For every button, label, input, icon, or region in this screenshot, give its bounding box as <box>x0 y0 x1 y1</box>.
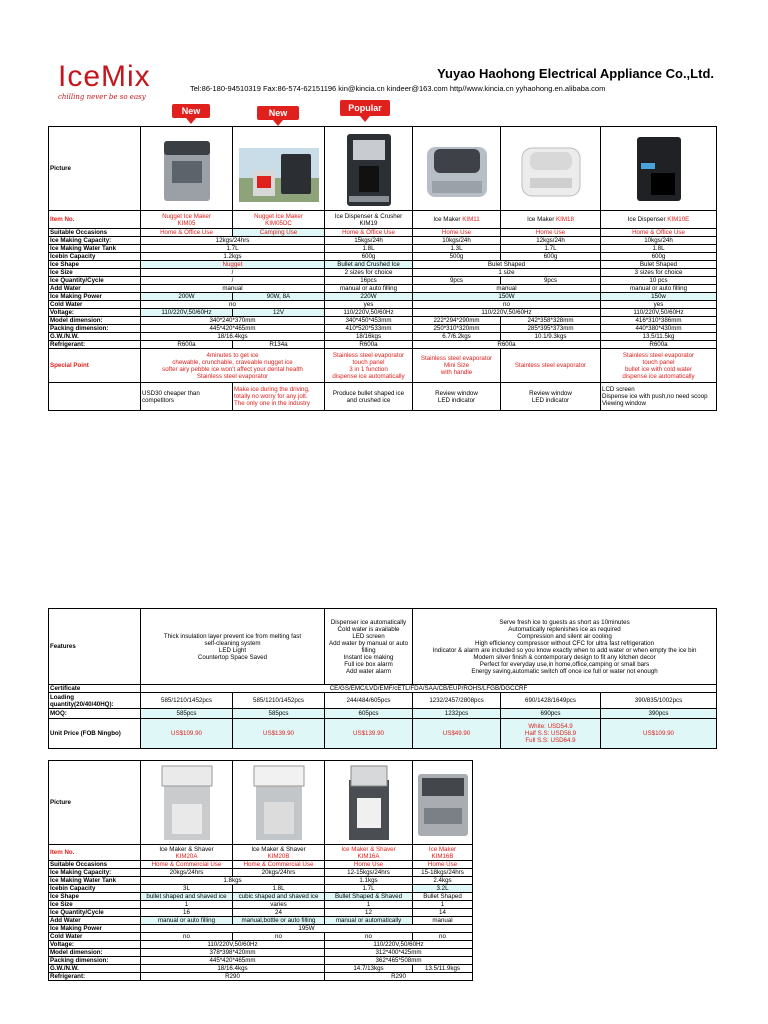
item-model: KIM10E <box>667 216 690 223</box>
occasion-cell: Home Use <box>413 229 501 237</box>
spec-table-1 <box>48 126 717 411</box>
spec-cell: 110/220V,50/60Hz <box>601 309 717 317</box>
special-line: softer airy pebble ice won't affect your dental health <box>162 365 303 373</box>
row-label: G.W./N.W. <box>49 965 141 973</box>
feature-line: Countertop Space Saved <box>197 653 268 661</box>
item-model: KIM16A <box>357 852 380 860</box>
occasion-cell: Home Use <box>325 861 413 869</box>
note-cell <box>233 383 325 411</box>
spec-cell: 150w <box>601 293 717 301</box>
row-label: Cold Water <box>49 933 141 941</box>
row-label: Ice Making Power <box>49 925 141 933</box>
feature-line: High efficiency compressor without CFC for ultra fast refrigeration <box>474 639 655 647</box>
spec-cell: 15kgs/24h <box>325 237 413 245</box>
loading-cell: 390/835/1002pcs <box>601 693 717 709</box>
note-line: Review window <box>435 389 478 397</box>
feature-line: Add water by manual or auto <box>328 639 409 647</box>
spec-cell: cubic shaped and shaved ice <box>233 893 325 901</box>
spec-cell: Bulet Shaped <box>413 261 601 269</box>
special-line: Stainless steel evaporator <box>420 355 493 362</box>
spec-cell: 195W <box>141 925 473 933</box>
feature-line: Perfect for everyday use,in home,office,camping or small bars <box>479 660 650 668</box>
row-label: Unit Price (FOB Ningbo) <box>49 719 141 749</box>
spec-cell: 410*520*533mm <box>325 325 413 333</box>
moq-cell: 690pcs <box>501 709 601 719</box>
row-label: Ice Making Power <box>49 293 141 301</box>
item-model: KIM18 <box>556 216 574 223</box>
spec-cell: 20kgs/24hrs <box>141 869 233 877</box>
spec-cell: 1.3L <box>413 245 501 253</box>
spec-cell: 1 size <box>413 269 601 277</box>
special-line: 4minutes to get ice <box>206 351 259 359</box>
spec-cell: Bullet Shaped <box>413 893 473 901</box>
loading-cell: 585/1210/1452pcs <box>233 693 325 709</box>
spec-cell: 220W <box>325 293 413 301</box>
special-line: Stainless steel evaporator <box>622 351 695 359</box>
logo-tagline: chilling never be so easy <box>58 93 146 101</box>
spec-cell: 12kgs/24h <box>501 237 601 245</box>
spec-cell: 440*380*430mm <box>601 325 717 333</box>
row-label: Voltage: <box>49 941 141 949</box>
feature-line: Dispenser ice automatically <box>330 618 407 626</box>
spec-cell: 378*398*420mm <box>141 949 325 957</box>
row-label: Ice Making Water Tank <box>49 245 141 253</box>
spec-cell: manual,bottle or auto filling <box>233 917 325 925</box>
price-cell: US$139.90 <box>325 719 413 749</box>
spec-cell: 250*310*320mm <box>413 325 501 333</box>
spec-cell: 2.4kgs <box>413 877 473 885</box>
special-line: touch panel <box>352 358 385 366</box>
row-label: Packing dimension: <box>49 957 141 965</box>
spec-cell: 1.8L <box>601 245 717 253</box>
loading-cell: 690/1428/1649pcs <box>501 693 601 709</box>
spec-cell: 1 <box>325 901 413 909</box>
item-cell <box>413 845 473 861</box>
item-cell <box>141 211 233 229</box>
product-image-kim16b <box>413 761 473 845</box>
row-label: Special Point <box>49 349 141 383</box>
occasion-cell: Home Use <box>501 229 601 237</box>
spec-cell: Bulet Shaped <box>601 261 717 269</box>
spec-cell: 340*240*370mm <box>141 317 325 325</box>
special-line: dispense ice automatically <box>332 372 405 380</box>
features-cell <box>141 609 325 685</box>
feature-line: Instant ice making <box>343 653 394 661</box>
feature-line: LED screen <box>352 632 385 640</box>
row-label: Ice Shape <box>49 893 141 901</box>
price-cell: US$139.90 <box>233 719 325 749</box>
spec-cell: 600g <box>325 253 413 261</box>
spec-cell: manual <box>141 285 325 293</box>
special-line: bullet ice with cold water <box>624 365 693 373</box>
new-badge: New <box>172 104 210 118</box>
spec-cell: 340*450*453mm <box>325 317 413 325</box>
spec-cell: 600g <box>501 253 601 261</box>
special-cell <box>601 349 717 383</box>
feature-line: Modern silver finish & contemporary design to fit any kitchen decor <box>473 653 656 661</box>
note-line: totally no worry for any jolt. <box>234 393 308 400</box>
row-label: Cold Water <box>49 301 141 309</box>
certificate-cell: CE/GS/EMC/LVD/EMF/cETL/FDA/SAA/CB/EUP/ROHS/LFGB/DGCCRF <box>141 685 717 693</box>
spec-cell: / <box>141 277 325 285</box>
row-label: Item No. <box>49 845 141 861</box>
price-line: Full S.S: USD64.9 <box>525 737 576 744</box>
occasion-cell: Home & Office Use <box>601 229 717 237</box>
spec-cell: yes <box>601 301 717 309</box>
spec-cell: R290 <box>325 973 473 981</box>
note-line: LED indicator <box>437 396 476 404</box>
price-cell: US$49.90 <box>413 719 501 749</box>
special-line: Stainless steel evaporator <box>332 351 405 359</box>
spec-cell: 10kgs/24h <box>413 237 501 245</box>
item-cell <box>601 211 717 229</box>
row-label: Ice Size <box>49 269 141 277</box>
note-line: and crushed ice <box>346 396 391 404</box>
spec-cell: 312*400*425mm <box>325 949 473 957</box>
spec-cell: manual or automatically <box>325 917 413 925</box>
item-name: Ice Dispenser & Crusher <box>334 212 403 220</box>
spec-cell: 1.8L <box>233 885 325 893</box>
spec-cell: 1 <box>413 901 473 909</box>
spec-cell: 110/220V,50/60Hz <box>325 309 413 317</box>
price-cell: US$109.90 <box>141 719 233 749</box>
item-name: Ice Maker <box>527 216 555 223</box>
spec-cell: 3 sizes for choice <box>601 269 717 277</box>
spec-cell: 15-18kgs/24hrs <box>413 869 473 877</box>
price-line: Half S.S: USD58.9 <box>524 730 577 737</box>
spec-cell: manual or auto filling <box>141 917 233 925</box>
spec-cell: 18/16.4kgs <box>141 965 325 973</box>
product-image-kim20a <box>141 761 233 845</box>
spec-cell: Bullet Shaped & Shaved <box>325 893 413 901</box>
note-line: Make ice during the driving, <box>234 386 310 393</box>
occasion-cell: Camping Use <box>233 229 325 237</box>
note-line: LED indicator <box>531 396 570 404</box>
occasion-cell: Home & Commercial Use <box>141 861 233 869</box>
spec-cell: 285*395*373mm <box>501 325 601 333</box>
spec-cell: R134a <box>233 341 325 349</box>
company-name: Yuyao Haohong Electrical Appliance Co.,Ltd. <box>437 66 714 81</box>
spec-cell: 362*465*508mm <box>325 957 473 965</box>
feature-line: filling <box>361 646 376 654</box>
row-label: Icebin Capacity <box>49 885 141 893</box>
spec-cell: 6.7/6.2kgs <box>413 333 501 341</box>
row-label: MOQ: <box>49 709 141 719</box>
row-label: Icebin Capacity <box>49 253 141 261</box>
loading-cell: 585/1210/1452pcs <box>141 693 233 709</box>
feature-line: Indicator & alarm are included so you know exactly when to add water or when empty the ice bin <box>432 646 697 654</box>
row-label: Add Water <box>49 917 141 925</box>
spec-cell: manual or auto filling <box>601 285 717 293</box>
spec-cell: 16 <box>141 909 233 917</box>
item-cell <box>325 211 413 229</box>
note-cell <box>501 383 601 411</box>
spec-cell: yes <box>325 301 413 309</box>
spec-cell: 110/220V,50/60Hz <box>325 941 473 949</box>
spec-cell: 600g <box>601 253 717 261</box>
item-model: KIM20B <box>267 852 290 860</box>
item-name: Ice Dispenser <box>627 216 666 223</box>
feature-line: Automatically replenishes ice as required <box>508 625 621 633</box>
row-label: Model dimension: <box>49 317 141 325</box>
spec-cell: 2 sizes for choice <box>325 269 413 277</box>
spec-cell: 12kgs/24hrs <box>141 237 325 245</box>
feature-line: Full ice box alarm <box>344 660 393 668</box>
item-cell <box>233 845 325 861</box>
popular-badge: Popular <box>340 100 390 116</box>
spec-cell: varies <box>233 901 325 909</box>
row-label: Ice Shape <box>49 261 141 269</box>
spec-cell: 12V <box>233 309 325 317</box>
spec-cell: 9pcs <box>501 277 601 285</box>
spec-cell: R600a <box>413 341 601 349</box>
spec-cell: 90W, 8A <box>233 293 325 301</box>
note-cell <box>413 383 501 411</box>
row-label: Refrigerant: <box>49 341 141 349</box>
spec-cell: no <box>141 933 233 941</box>
spec-cell: 20kgs/24hrs <box>233 869 325 877</box>
spec-cell: 14 <box>413 909 473 917</box>
row-label: Features <box>49 609 141 685</box>
note-line: Review window <box>529 389 572 397</box>
feature-line: Energy saving,automatic switch off once ice full or water not enough <box>471 667 658 675</box>
item-model: KIM20A <box>175 852 198 860</box>
product-image-kim20b <box>233 761 325 845</box>
spec-cell: 416*310*386mm <box>601 317 717 325</box>
item-model: KIM19 <box>359 219 378 227</box>
special-line: Stainless steel evaporator <box>196 372 269 380</box>
moq-cell: 1232pcs <box>413 709 501 719</box>
note-line: Viewing window <box>602 400 646 407</box>
spec-cell: 500g <box>413 253 501 261</box>
spec-cell: bullet shaped and shaved ice <box>141 893 233 901</box>
special-cell <box>501 349 601 383</box>
item-cell <box>413 211 501 229</box>
spec-cell: 110/220V,50/60Hz <box>413 309 601 317</box>
feature-line: Compression and silent air cooling <box>517 632 612 640</box>
price-line: White: USD54.9 <box>528 723 573 730</box>
spec-cell: 1.7L <box>325 885 413 893</box>
spec-cell: 110/220V,50/60Hz <box>141 941 325 949</box>
spec-cell: 10 pcs <box>601 277 717 285</box>
item-name: Ice Maker & Shaver <box>251 845 306 853</box>
feature-line: Add water alarm <box>345 667 392 675</box>
price-cell <box>501 719 601 749</box>
note-line: Produce bullet shaped ice <box>332 389 405 397</box>
loading-cell: 1232/2457/2808pcs <box>413 693 501 709</box>
spec-cell: 10kgs/24h <box>601 237 717 245</box>
spec-cell: 1.8kgs <box>141 877 325 885</box>
spec-cell: manual <box>413 285 601 293</box>
item-name: Ice Maker <box>428 845 457 853</box>
features-cell <box>325 609 413 685</box>
moq-cell: 585pcs <box>141 709 233 719</box>
spec-cell: 150W <box>413 293 601 301</box>
contact-line: Tel:86-180-94510319 Fax:86-574-62151196 kin@kincia.cn kindeer@163.com http//www.kincia.cn yyhaohong.en.alibaba.com <box>190 84 606 93</box>
spec-cell: Bullet and Crushed Ice <box>325 261 413 269</box>
special-cell <box>325 349 413 383</box>
price-cell: US$109.90 <box>601 719 717 749</box>
note-line: competitors <box>142 396 174 404</box>
special-line: Stainless steel evaporator <box>514 362 587 369</box>
note-cell <box>141 383 233 411</box>
row-label: Refrigerant: <box>49 973 141 981</box>
spec-cell: 1.1kgs <box>325 877 413 885</box>
item-model: KIM05 <box>177 219 196 227</box>
special-line: touch panel <box>642 358 675 366</box>
moq-cell: 605pcs <box>325 709 413 719</box>
feature-line: Thick insulation layer prevent ice from melting fast <box>163 632 302 640</box>
spec-cell: manual or auto filling <box>325 285 413 293</box>
spec-cell: 14.7/13kgs <box>325 965 413 973</box>
feature-line: LED Light <box>218 646 247 654</box>
spec-cell: 1.7L <box>141 245 325 253</box>
item-cell <box>233 211 325 229</box>
feature-line: Cold water is available <box>337 625 400 633</box>
spec-cell: 1.7L <box>501 245 601 253</box>
note-line: The only one in the industry <box>234 400 311 407</box>
feature-line: Serve fresh ice to guests as short as 10minutes <box>499 618 630 626</box>
item-name: Nugget Ice Maker <box>162 212 211 220</box>
row-label: Ice Quantity/Cycle <box>49 909 141 917</box>
moq-cell: 585pcs <box>233 709 325 719</box>
spec-cell: 242*358*328mm <box>501 317 601 325</box>
spec-cell: manual <box>413 917 473 925</box>
spec-table-3 <box>48 760 473 981</box>
spec-cell: 18/16.4kgs <box>141 333 325 341</box>
product-image-kim18 <box>501 127 601 211</box>
note-cell <box>325 383 413 411</box>
item-name: Ice Maker <box>433 216 461 223</box>
row-label: Voltage: <box>49 309 141 317</box>
spec-cell: no <box>325 933 413 941</box>
row-label: Loading quantity(20/40/40HQ): <box>49 693 141 709</box>
brand-logo <box>58 62 168 101</box>
spec-cell: no <box>413 301 601 309</box>
spec-cell: no <box>413 933 473 941</box>
row-label: Picture <box>49 127 141 211</box>
spec-cell: 222*294*290mm <box>413 317 501 325</box>
spec-cell: 445*420*465mm <box>141 957 325 965</box>
item-name: Ice Maker & Shaver <box>341 845 396 853</box>
row-label: Add Water <box>49 285 141 293</box>
loading-cell: 244/484/605pcs <box>325 693 413 709</box>
occasion-cell: Home & Commercial Use <box>233 861 325 869</box>
spec-cell: 1 <box>141 901 233 909</box>
spec-cell: 24 <box>233 909 325 917</box>
item-cell <box>325 845 413 861</box>
row-label: Certificate <box>49 685 141 693</box>
spec-cell: 13.5/11.5kg <box>601 333 717 341</box>
spec-cell: 10.1/9.3kgs <box>501 333 601 341</box>
spec-cell: 13.5/11.9kgs <box>413 965 473 973</box>
special-line: Mini Size <box>443 362 470 369</box>
row-label: Item No. <box>49 211 141 229</box>
occasion-cell: Home & Office Use <box>141 229 233 237</box>
item-cell <box>501 211 601 229</box>
spec-cell: R600a <box>325 341 413 349</box>
note-line: USD30 cheaper than <box>142 389 200 397</box>
spec-cell: R600a <box>141 341 233 349</box>
features-cell <box>413 609 717 685</box>
spec-cell: R600a <box>601 341 717 349</box>
spec-cell: 445*420*465mm <box>141 325 325 333</box>
row-label: Ice Quantity/Cycle <box>49 277 141 285</box>
note-line: LCD screen <box>602 386 635 393</box>
row-label: Suitable Occasions <box>49 229 141 237</box>
special-line: with handle <box>440 369 473 376</box>
spec-cell: 9pcs <box>413 277 501 285</box>
item-cell <box>141 845 233 861</box>
spec-cell: 1.8L <box>325 245 413 253</box>
product-image-kim11 <box>413 127 501 211</box>
empty-cell <box>49 383 141 411</box>
logo-text: IceMix <box>58 60 151 93</box>
spec-cell: 16pcs <box>325 277 413 285</box>
spec-cell: R290 <box>141 973 325 981</box>
row-label: Packing dimension: <box>49 325 141 333</box>
row-label: Ice Size <box>49 901 141 909</box>
product-image-kim05 <box>141 127 233 211</box>
spec-cell: / <box>141 269 325 277</box>
row-label: Ice Making Capacity: <box>49 869 141 877</box>
moq-cell: 390pcs <box>601 709 717 719</box>
row-label: Suitable Occasions <box>49 861 141 869</box>
product-image-kim05dc <box>233 127 325 211</box>
row-label: Model dimension: <box>49 949 141 957</box>
occasion-cell: Home Use <box>413 861 473 869</box>
item-name: Nugget Ice Maker <box>254 212 303 220</box>
note-line: Dispense ice with push,no need scoop <box>602 393 708 400</box>
spec-cell: Nugget <box>141 261 325 269</box>
spec-cell: 1.2kgs <box>141 253 325 261</box>
row-label: Picture <box>49 761 141 845</box>
special-line: chewable, crunchable, craveable nugget ice <box>172 358 293 366</box>
special-line: 3 in 1 function <box>349 365 388 373</box>
item-name: Ice Maker & Shaver <box>159 845 214 853</box>
product-image-kim16a <box>325 761 413 845</box>
spec-cell: 200W <box>141 293 233 301</box>
spec-table-2 <box>48 608 717 749</box>
item-model: KIM11 <box>462 216 480 223</box>
feature-line: self-cleaning system <box>204 639 261 647</box>
spec-cell: 3L <box>141 885 233 893</box>
special-cell <box>413 349 501 383</box>
spec-cell: 12 <box>325 909 413 917</box>
spec-cell: 3.2L <box>413 885 473 893</box>
row-label: Ice Making Water Tank <box>49 877 141 885</box>
item-model: KIM05DC <box>265 219 292 227</box>
row-label: G.W./N.W. <box>49 333 141 341</box>
spec-cell: 12-15kgs/24hrs <box>325 869 413 877</box>
product-image-kim19 <box>325 127 413 211</box>
spec-cell: 110/220V,50/60Hz <box>141 309 233 317</box>
product-image-kim10e <box>601 127 717 211</box>
special-line: dispense ice automatically <box>622 372 695 380</box>
spec-cell: no <box>233 933 325 941</box>
spec-cell: 18/16kgs <box>325 333 413 341</box>
new-badge: New <box>257 106 299 120</box>
special-cell <box>141 349 325 383</box>
item-model: KIM16B <box>431 852 454 860</box>
occasion-cell: Home & Office Use <box>325 229 413 237</box>
spec-cell: no <box>141 301 325 309</box>
row-label: Ice Making Capacity: <box>49 237 141 245</box>
note-cell <box>601 383 717 411</box>
